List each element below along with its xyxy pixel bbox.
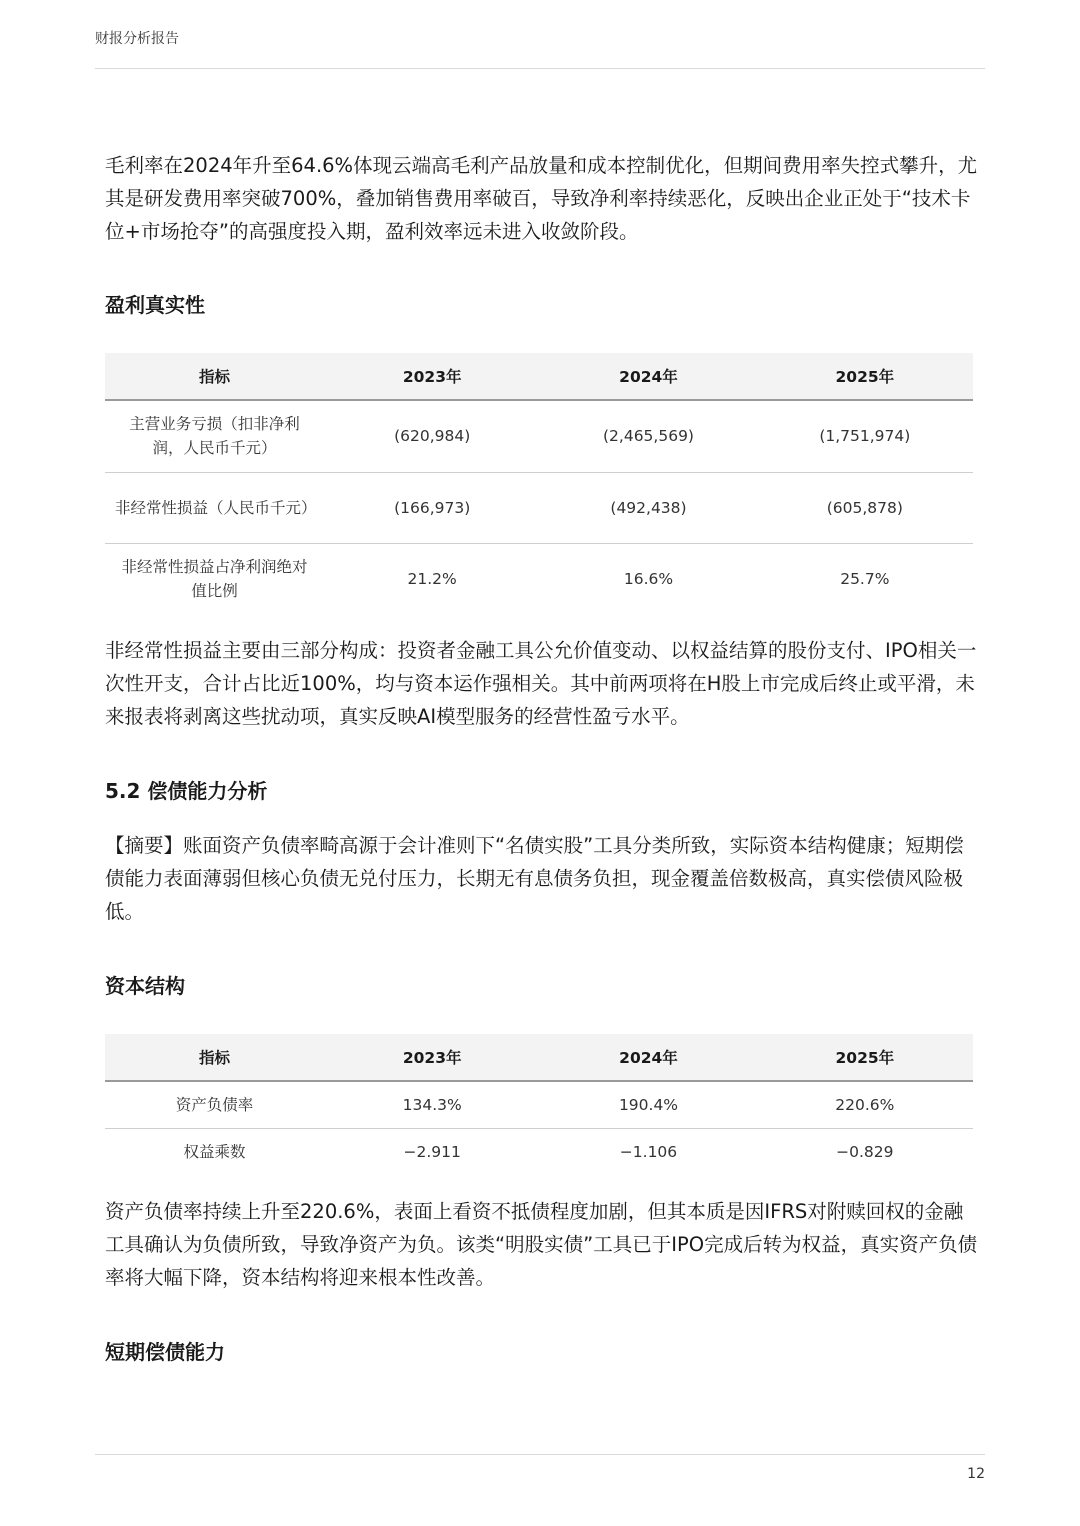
page-number: 12 <box>967 1466 985 1482</box>
table-cell: (620,984) <box>324 400 540 472</box>
column-header: 指标 <box>105 1034 324 1081</box>
table-cell: (166,973) <box>324 472 540 543</box>
table-cell: (2,465,569) <box>540 400 756 472</box>
column-header: 2024年 <box>540 353 756 400</box>
capital-structure-table <box>105 1034 973 1175</box>
table-row <box>105 1128 973 1175</box>
table-cell: 16.6% <box>623 570 674 589</box>
paragraph-summary: 【摘要】账面资产负债率畸高源于会计准则下“名债实股”工具分类所致，实际资本结构健康；短期偿债能力表面薄弱但核心负债无兑付压力，长期无有息债务负担，现金覆盖倍数极高，真实偿债风险极低。 <box>105 834 964 923</box>
column-header: 2025年 <box>757 1034 973 1081</box>
table-row <box>105 1081 973 1128</box>
table-cell: −1.106 <box>619 1142 678 1161</box>
header-divider <box>95 68 985 69</box>
table-cell: 190.4% <box>540 1081 756 1128</box>
heading-solvency-analysis: 5.2 偿债能力分析 <box>105 779 268 803</box>
footer-divider <box>95 1454 985 1455</box>
row-label: 主营业务亏损（扣非净利润，人民币千元） <box>105 400 324 472</box>
table-row <box>105 400 973 472</box>
table-cell: (492,438) <box>540 472 756 543</box>
row-label: 权益乘数 <box>183 1142 246 1161</box>
column-header: 指标 <box>105 353 324 400</box>
profit-table <box>105 353 973 615</box>
table-row <box>105 472 973 543</box>
table-header-row <box>105 353 973 400</box>
paragraph-gross-margin: 毛利率在2024年升至64.6%体现云端高毛利产品放量和成本控制优化，但期间费用率失控式攀升，尤其是研发费用率突破700%，叠加销售费用率破百，导致净利率持续恶化，反映出企业正处于“技术卡位+市场抢夺”的高强度投入期，盈利效率远未进入收敛阶段。 <box>105 154 978 243</box>
table-cell: 25.7% <box>840 570 890 589</box>
row-label: 资产负债率 <box>105 1081 324 1128</box>
table-header-row <box>105 1034 973 1081</box>
column-header: 2024年 <box>540 1034 756 1081</box>
column-header: 2023年 <box>324 353 540 400</box>
table-cell: −0.829 <box>836 1142 894 1161</box>
heading-capital-structure: 资本结构 <box>105 974 185 998</box>
table-cell: 21.2% <box>407 570 457 589</box>
table-cell: 134.3% <box>324 1081 540 1128</box>
column-header: 2025年 <box>757 353 973 400</box>
row-label: 非经常性损益占净利润绝对值比例 <box>121 558 308 601</box>
heading-short-term-solvency: 短期偿债能力 <box>105 1340 225 1364</box>
paragraph-debt-ratio: 资产负债率持续上升至220.6%，表面上看资不抵债程度加剧，但其本质是因IFRS对附赎回权的金融工具确认为负债所致，导致净资产为负。该类“明股实债”工具已于IPO完成后转为权益，真实资产负债率将大幅下降，资本结构将迎来根本性改善。 <box>105 1200 978 1289</box>
table-cell: (605,878) <box>757 472 973 543</box>
paragraph-non-recurring: 非经常性损益主要由三部分构成：投资者金融工具公允价值变动、以权益结算的股份支付、IPO相关一次性开支，合计占比近100%，均与资本运作强相关。其中前两项将在H股上市完成后终止或平滑，未来报表将剥离这些扰动项，真实反映AI模型服务的经营性盈亏水平。 <box>105 639 977 728</box>
table-cell: 220.6% <box>757 1081 973 1128</box>
header-title: 财报分析报告 <box>95 31 179 47</box>
heading-profit-authenticity: 盈利真实性 <box>105 293 205 317</box>
table-cell: (1,751,974) <box>757 400 973 472</box>
table-row <box>105 543 973 615</box>
table-cell: −2.911 <box>403 1142 461 1161</box>
row-label: 非经常性损益（人民币千元） <box>105 472 324 543</box>
column-header: 2023年 <box>324 1034 540 1081</box>
